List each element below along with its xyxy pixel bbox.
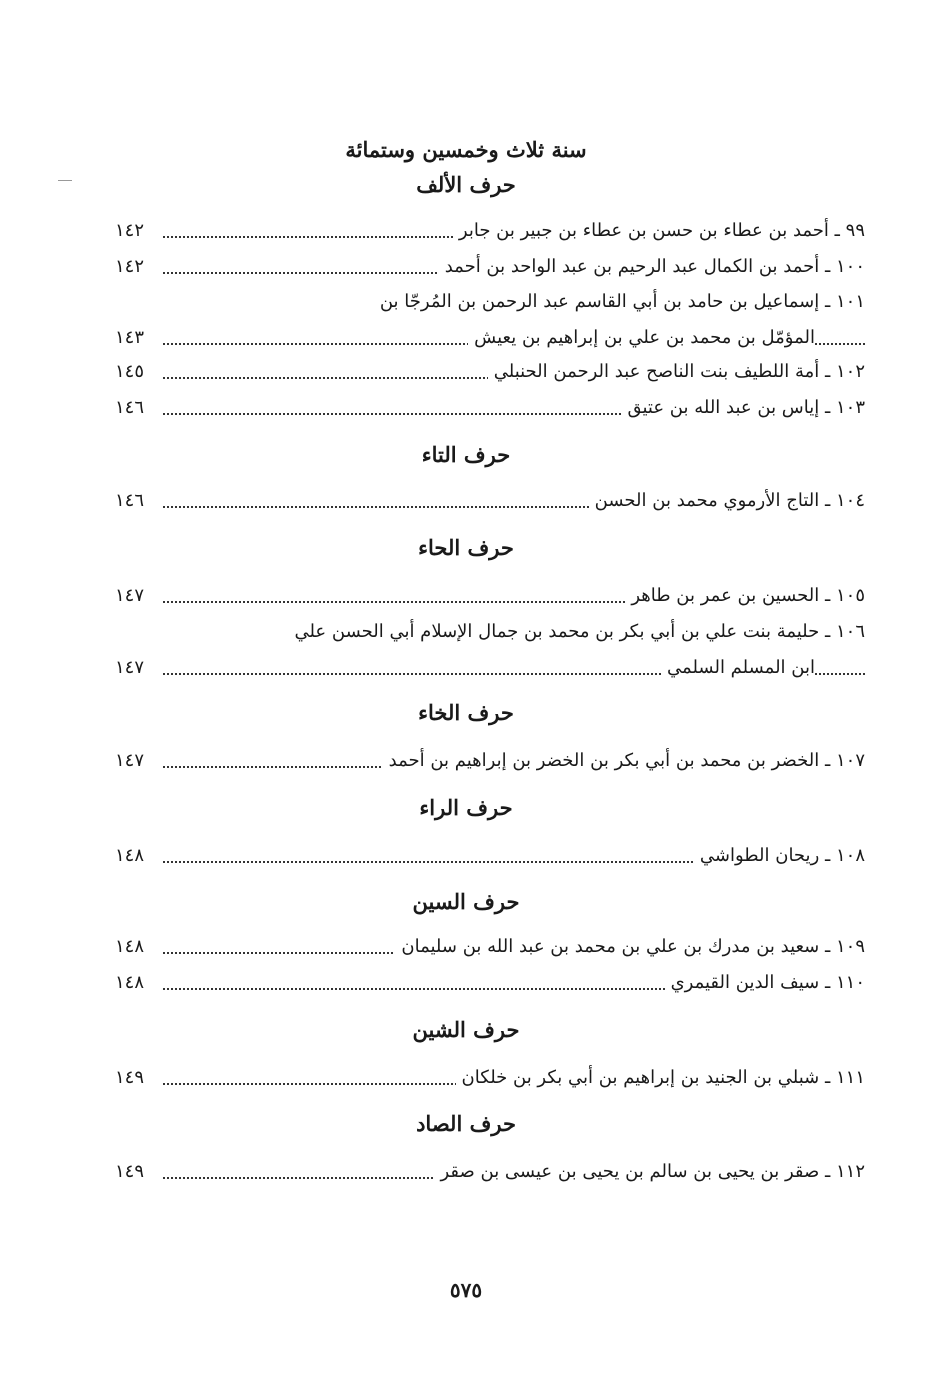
section-title-ta: حرف التاء [421,442,511,467]
toc-entry-112 [115,1156,865,1188]
toc-entry-103 [115,392,865,424]
toc-entry-111 [115,1062,865,1094]
entry-text: ١٠٦ ـ حليمة بنت علي بن أبي بكر بن محمد بن جمال الإسلام أبي الحسن علي [294,621,865,642]
toc-entry-107 [115,745,865,777]
entry-text: ٩٩ ـ أحمد بن عطاء بن حسن بن عطاء بن جبير بن جابر [453,215,865,247]
section-title-kha: حرف الخاء [418,700,514,725]
entry-text: ١٠٩ ـ سعيد بن مدرك بن علي بن محمد بن عبد الله بن سليمان [395,931,865,963]
toc-entry-102 [115,356,865,388]
entry-page-number: ١٤٥ [115,361,145,382]
toc-entry-100 [115,251,865,283]
entry-page-number: ١٤٢ [115,220,145,241]
entry-page-number: ١٤٩ [115,1067,145,1088]
entry-text: ١٠٢ ـ أمة اللطيف بنت الناصح عبد الرحمن الحنبلي [488,356,865,388]
toc-entry-109 [115,931,865,963]
entry-text: ١٠٥ ـ الحسين بن عمر بن طاهر [625,580,865,612]
entry-page-number: ١٤٦ [115,397,145,418]
entry-page-number: ١٤٩ [115,1161,145,1182]
entry-text: ١٠٨ ـ ريحان الطواشي [694,840,865,872]
entry-text: ١٠٧ ـ الخضر بن محمد بن أبي بكر بن الخضر بن إبراهيم بن أحمد [383,745,865,777]
section-title-shin: حرف الشين [412,1017,520,1042]
toc-entry-108 [115,840,865,872]
toc-entry-106-line2 [115,652,865,684]
entry-page-number: ١٤٧ [115,585,145,606]
section-title-alif: حرف الألف [416,172,516,197]
entry-page-number: ١٤٢ [115,256,145,277]
entry-text: ١١٠ ـ سيف الدين القيمري [665,967,865,999]
section-title-sin: حرف السين [412,889,520,914]
entry-page-number: ١٤٨ [115,936,145,957]
toc-entry-110 [115,967,865,999]
section-title-ha: حرف الحاء [418,535,514,560]
toc-entry-104 [115,485,865,517]
entry-text: ١٠١ ـ إسماعيل بن حامد بن أبي القاسم عبد الرحمن بن المُرجّا بن [379,291,865,312]
page-number: ٥٧٥ [449,1278,483,1302]
entry-page-number: ١٤٧ [115,750,145,771]
entry-page-number: ١٤٣ [115,327,145,348]
entry-text: ١٠٣ ـ إياس بن عبد الله بن عتيق [621,392,865,424]
entry-page-number: ١٤٦ [115,490,145,511]
section-title-sad: حرف الصاد [416,1111,516,1136]
section-title-ra: حرف الراء [419,795,513,820]
toc-entry-101-line1 [115,286,865,318]
toc-entry-99 [115,215,865,247]
toc-entry-106-line1 [115,616,865,648]
entry-text: ١٠٤ ـ التاج الأرموي محمد بن الحسن [589,485,865,517]
entry-text: ١٠٠ ـ أحمد بن الكمال عبد الرحيم بن عبد الواحد بن أحمد [439,251,865,283]
toc-entry-105 [115,580,865,612]
year-title: سنة ثلاث وخمسين وستمائة [345,137,587,162]
entry-page-number: ١٤٧ [115,657,145,678]
entry-page-number: ١٤٨ [115,845,145,866]
entry-continuation-text: ابن المسلم السلمي [661,652,815,684]
entry-text: ١١١ ـ شبلي بن الجنيد بن إبراهيم بن أبي بكر بن خلكان [456,1062,865,1094]
entry-text: ١١٢ ـ صقر بن يحيى بن سالم بن يحيى بن عيسى بن صقر [434,1156,865,1188]
toc-entry-101-line2 [115,322,865,354]
entry-continuation-text: المؤمّل بن محمد بن علي بن إبراهيم بن يعيش [468,322,815,354]
entry-page-number: ١٤٨ [115,972,145,993]
